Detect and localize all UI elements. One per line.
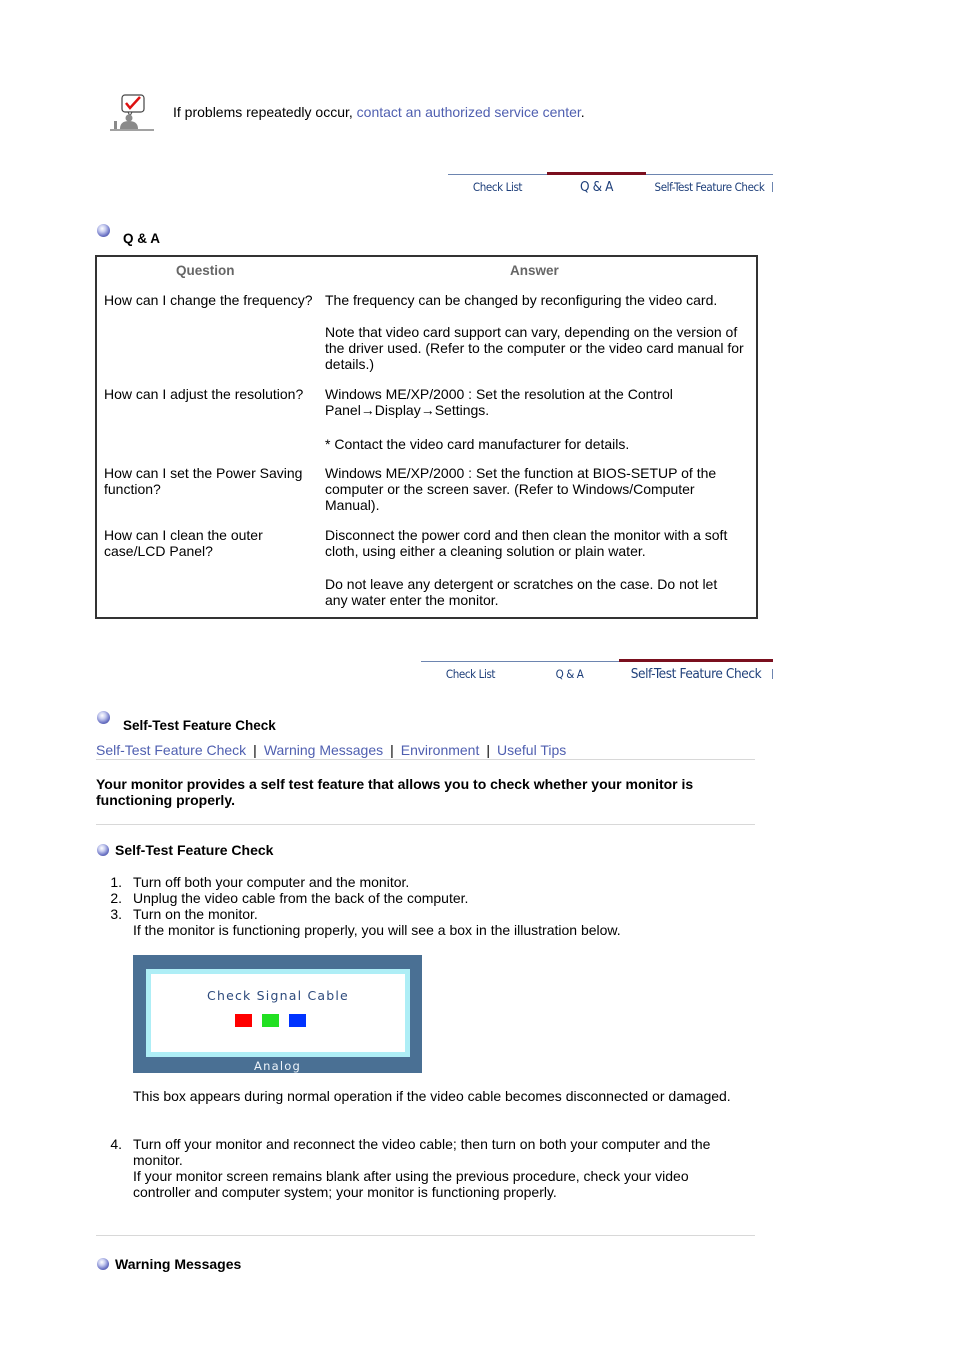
step-1-text: Turn off both your computer and the monitor. xyxy=(133,874,410,890)
note-person-icon xyxy=(110,94,154,132)
divider xyxy=(96,1235,755,1236)
subnav-separator: | xyxy=(253,742,257,758)
osd-panel xyxy=(151,974,405,1052)
qa-question-4: How can I clean the outer case/LCD Panel? xyxy=(104,527,263,559)
tab-self-test-label: Self-Test Feature Check xyxy=(654,180,765,194)
step-3-detail: If the monitor is functioning properly, you will see a box in the illustration below. xyxy=(133,922,621,938)
step-4-detail: If your monitor screen remains blank after using the previous procedure, check your video controller and computer system; your monitor is functioning properly. xyxy=(133,1168,689,1200)
qa-answer-3a: Windows ME/XP/2000 : Set the function at BIOS-SETUP of the computer or the screen saver. (Refer to Windows/Computer Manual). xyxy=(325,465,717,513)
osd-footer: Analog xyxy=(254,1059,301,1073)
qa-answer-2a: Windows ME/XP/2000 : Set the resolution at the Control Panel→Display→Settings. xyxy=(325,386,673,418)
qa-answer-1a: The frequency can be changed by reconfiguring the video card. xyxy=(325,292,718,308)
service-center-link[interactable]: contact an authorized service center xyxy=(356,104,581,120)
tab-self-test-2-label: Self-Test Feature Check xyxy=(630,666,762,682)
tab-qa[interactable] xyxy=(547,174,646,198)
subnav-environment[interactable]: Environment xyxy=(400,742,480,758)
step-number: 1. xyxy=(110,874,122,890)
subnav-useful-tips[interactable]: Useful Tips xyxy=(497,742,567,758)
subnav-self-test[interactable]: Self-Test Feature Check xyxy=(96,742,247,758)
green-square xyxy=(262,1014,279,1027)
step-number: 4. xyxy=(110,1136,122,1152)
warning-messages-title: Warning Messages xyxy=(115,1256,242,1272)
divider xyxy=(96,759,755,760)
step-number: 3. xyxy=(110,906,122,922)
tab-self-test[interactable] xyxy=(646,174,773,198)
tab-qa-2[interactable] xyxy=(520,661,619,685)
note-prefix: If problems repeatedly occur, xyxy=(173,104,357,120)
qa-section-title: Q & A xyxy=(123,231,160,246)
note-suffix: . xyxy=(580,104,585,120)
tab-self-test-2[interactable] xyxy=(619,661,773,685)
section-bullet-icon xyxy=(97,711,110,724)
qa-answer-2b: * Contact the video card manufacturer for details. xyxy=(325,436,630,452)
step-2-text: Unplug the video cable from the back of the computer. xyxy=(133,890,469,906)
self-test-intro: Your monitor provides a self test feature that allows you to check whether your monitor is functioning properly. xyxy=(96,776,694,808)
section-bullet-icon xyxy=(97,224,110,237)
qa-question-3: How can I set the Power Saving function? xyxy=(104,465,303,497)
subnav-separator: | xyxy=(390,742,394,758)
blue-square xyxy=(289,1014,306,1027)
qa-answer-4b: Do not leave any detergent or scratches on the case. Do not let any water enter the monitor. xyxy=(325,576,718,608)
step-4-text: Turn off your monitor and reconnect the video cable; then turn on both your computer and the monitor. xyxy=(133,1136,711,1168)
subsection-bullet-icon xyxy=(97,1258,109,1270)
tab-bar-bottom xyxy=(421,661,773,685)
illustration-caption: This box appears during normal operation if the video cable becomes disconnected or damaged. xyxy=(133,1088,731,1104)
subnav-separator: | xyxy=(486,742,490,758)
qa-question-1: How can I change the frequency? xyxy=(104,292,313,308)
check-signal-illustration xyxy=(133,955,422,1073)
osd-box xyxy=(146,969,410,1057)
tab-check-list-label: Check List xyxy=(472,180,523,194)
tab-qa-label: Q & A xyxy=(579,179,614,195)
qa-answer-4a: Disconnect the power cord and then clean the monitor with a soft cloth, using either a cleaning solution or plain water. xyxy=(325,527,728,559)
tab-check-list-2-label: Check List xyxy=(445,667,496,681)
step-3-text: Turn on the monitor. xyxy=(133,906,258,922)
self-test-section-title: Self-Test Feature Check xyxy=(123,718,276,733)
tab-check-list-2[interactable] xyxy=(421,661,520,685)
qa-header-question: Question xyxy=(176,263,235,278)
divider xyxy=(96,824,755,825)
subnav-warning-messages[interactable]: Warning Messages xyxy=(263,742,384,758)
note-text xyxy=(173,104,585,120)
qa-answer-1b: Note that video card support can vary, depending on the version of the driver used. (Refer to the computer or the video card manual for details.) xyxy=(325,324,744,372)
red-square xyxy=(235,1014,252,1027)
osd-message: Check Signal Cable xyxy=(207,988,349,1003)
self-test-subnav xyxy=(96,742,566,758)
self-test-subsection-title: Self-Test Feature Check xyxy=(115,842,274,858)
tab-bar-top xyxy=(448,174,773,198)
qa-question-2: How can I adjust the resolution? xyxy=(104,386,304,402)
tab-qa-2-label: Q & A xyxy=(555,667,584,681)
step-number: 2. xyxy=(110,890,122,906)
subsection-bullet-icon xyxy=(97,844,109,856)
tab-check-list[interactable] xyxy=(448,174,547,198)
qa-header-answer: Answer xyxy=(510,263,559,278)
